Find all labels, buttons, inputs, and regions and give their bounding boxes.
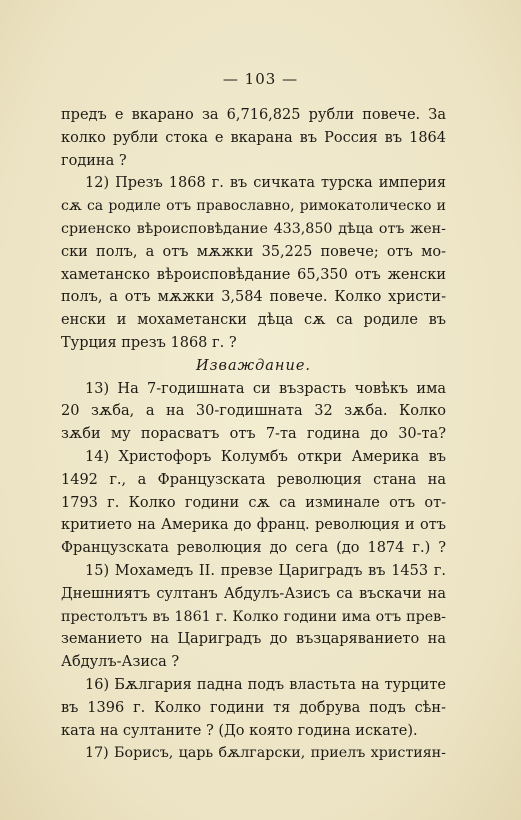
problem-16-line: 16) Бѫлгария падна подъ властьта на турците [85,676,446,693]
problem-15-line: 15) Мохамедъ II. превзе Цариградъ въ 1453 г. [85,562,446,579]
problem-14-line: 14) Христофоръ Колумбъ откри Америка въ [85,448,446,465]
text-line: ски полъ, а отъ мѫжки 35,225 повече; отъ мо- [61,243,446,260]
text-line: Днешниятъ султанъ Абдулъ-Азисъ са въскачи на [61,585,446,602]
page-text [61,104,446,765]
text-line: критието на Америка до франц. революция и отъ [61,517,446,534]
text-line: зѫби му порасватъ отъ 7-та година до 30-та? [61,426,446,443]
text-line: година ? [61,152,127,169]
text-line: престолътъ въ 1861 г. Колко години има отъ прев- [61,608,446,625]
text-line: енски и мохаметански дѣца сѫ са родиле въ [61,312,446,329]
text-line: Абдулъ-Азиса ? [61,654,180,671]
text-line: Французската революция до сега (до 1874 г.) ? [61,540,446,557]
text-line: 1793 г. Колко години сѫ са изминале отъ от- [61,494,446,511]
problem-17-line: 17) Борисъ, царь бѫлгарски, приелъ християн- [85,745,446,762]
text-line: полъ, а отъ мѫжки 3,584 повече. Колко христи- [61,289,446,306]
text-line: предъ е вкарано за 6,716,825 рубли повече. За [61,107,446,123]
text-line: колко рубли стока е вкарана въ Россия въ 1864 [61,129,446,146]
section-heading: Изваждание. [195,357,312,374]
page-number: — 103 — [222,70,299,88]
text-line: въ 1396 г. Колко години тя добрува подъ сѣн- [61,699,446,716]
text-line: 1492 г., а Французската революция стана на [61,471,446,488]
text-line: Турция презъ 1868 г. ? [61,334,237,351]
problem-12-line: 12) Презъ 1868 г. въ сичката турска империя [85,175,446,192]
text-line: ката на султаните ? (До която година искате). [61,722,418,739]
problem-13-line: 13) На 7-годишната си възрасть човѣкъ има [85,380,446,397]
text-line: сриенско вѣроисповѣдание 433,850 дѣца отъ жен- [61,220,446,237]
text-line: земанието на Цариградъ до възцаряванието на [61,631,446,648]
text-line: 20 зѫба, а на 30-годишната 32 зѫба. Колко [61,403,446,420]
text-line: хаметанско вѣроисповѣдание 65,350 отъ женски [61,266,446,283]
text-line: сѫ са родиле отъ православно, римокатолическо и [61,198,446,215]
